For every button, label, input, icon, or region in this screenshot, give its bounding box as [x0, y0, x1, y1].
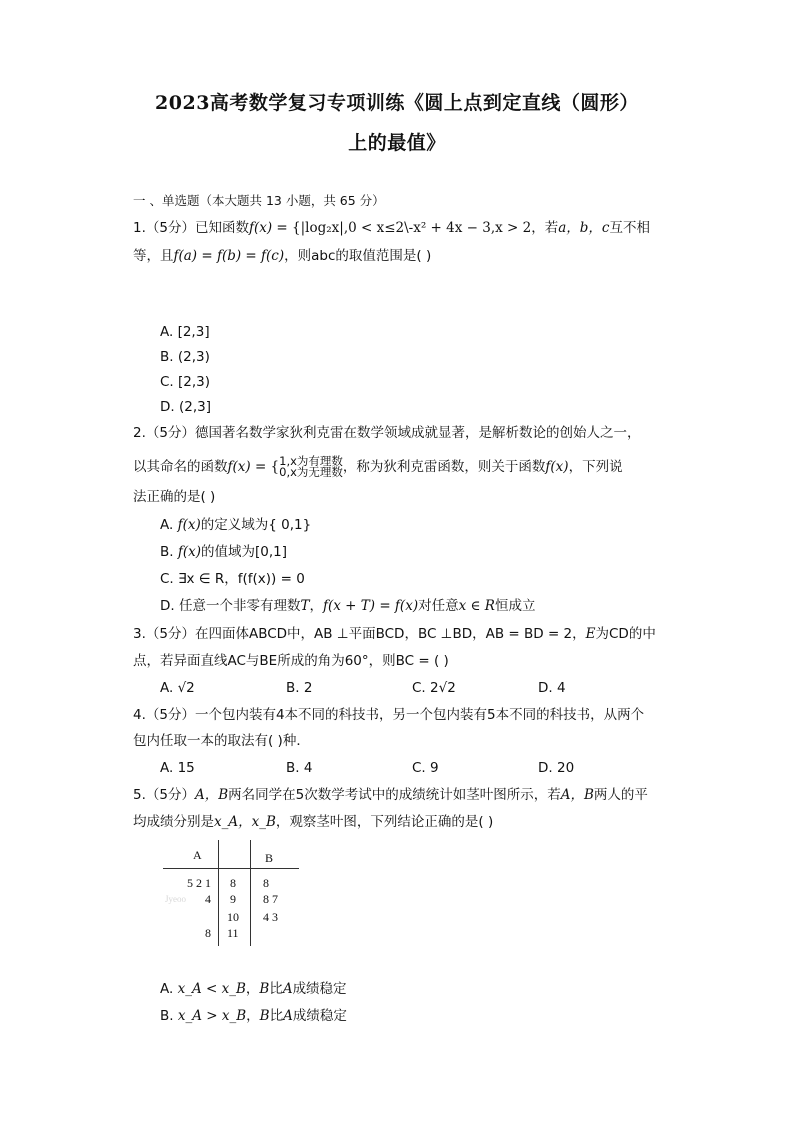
- question-4-line-1: 4.（5分）一个包内装有4本不同的科技书，另一个包内装有5本不同的科技书，从两个: [133, 707, 645, 723]
- q2-option-d[interactable]: [160, 597, 535, 615]
- q5-AB-2: A，B: [560, 787, 594, 803]
- q1-option-a[interactable]: A. [2,3]: [160, 324, 210, 340]
- q2-opt-b-fx: f(x): [177, 544, 202, 560]
- stem-row-stem: 10: [227, 910, 239, 924]
- q2-option-a[interactable]: [160, 516, 311, 534]
- question-3-line-1: [133, 625, 656, 643]
- question-2-line-3: 法正确的是( ): [133, 489, 216, 505]
- question-2-line-2: [133, 456, 623, 478]
- q5-opt-b-than: 比: [269, 1008, 284, 1024]
- q5-opt-b-label: B.: [160, 1008, 178, 1024]
- stem-divider-horizontal: [163, 868, 299, 869]
- page-title-line1: 2023高考数学复习专项训练《圆上点到定直线（圆形）: [155, 92, 639, 114]
- stem-header-a: A: [193, 848, 202, 862]
- q1-ask: ，则abc的取值范围是( ): [284, 248, 432, 264]
- q2-opt-d-comma: ，: [309, 598, 323, 614]
- q5-opt-a-label: A.: [160, 981, 178, 997]
- question-1-line-2: [133, 247, 431, 265]
- q1-option-c[interactable]: C. [2,3): [160, 374, 211, 390]
- section-heading: 一 、单选题（本大题共 13 小题，共 65 分）: [133, 193, 385, 208]
- stem-header-b: B: [265, 851, 274, 865]
- q5-opt-a-A: A: [282, 981, 293, 997]
- q3-option-b[interactable]: B. 2: [286, 680, 313, 696]
- q2-opt-a-text: 的定义域为{ 0,1}: [200, 517, 312, 533]
- question-2-line-1: 2.（5分）德国著名数学家狄利克雷在数学领域成就显著，是解析数论的创始人之一，: [133, 425, 641, 441]
- q2-opt-d-holds: 恒成立: [494, 598, 536, 614]
- q5-option-a[interactable]: [160, 980, 347, 998]
- q2-following: ，下列说: [568, 459, 623, 475]
- q3-option-d[interactable]: D. 4: [538, 680, 566, 696]
- q4-option-d[interactable]: D. 20: [538, 760, 575, 776]
- stem-divider-left: [218, 840, 219, 946]
- q4-option-a[interactable]: A. 15: [160, 760, 195, 776]
- q5-opt-a-B: B: [259, 981, 270, 997]
- question-5-line-2: [133, 813, 493, 831]
- q5-opt-b-comma: ，: [246, 1008, 260, 1024]
- stem-row-a: 4: [205, 892, 211, 906]
- stem-leaf-plot: [163, 840, 299, 946]
- q5-opt-b-A: A: [283, 1008, 293, 1024]
- q1-definition: = {|log₂x|,0 < x≤2\-x² + 4x − 3,x > 2: [272, 220, 532, 236]
- q1-equality: f(a) = f(b) = f(c): [173, 248, 285, 264]
- stem-row-b: 4 3: [263, 910, 278, 924]
- q4-option-b[interactable]: B. 4: [286, 760, 313, 776]
- q5-opt-a-than: 比: [269, 981, 283, 997]
- q5-prefix: 5.（5分）: [133, 787, 195, 803]
- stem-divider-right: [250, 840, 251, 946]
- q2-opt-b-label: B.: [160, 544, 178, 560]
- stem-row-b: 8: [263, 876, 269, 890]
- question-3-line-2: 点，若异面直线AC与BE所成的角为60°，则BC = ( ): [133, 653, 449, 669]
- q2-opt-b-text: 的值域为[0,1]: [201, 544, 288, 560]
- q5-opt-b-math: x_A > x_B: [177, 1008, 247, 1024]
- q2-opt-d-eq: f(x + T) = f(x): [323, 598, 419, 614]
- question-1-line-1: [133, 219, 650, 237]
- stem-row-stem: 11: [227, 926, 239, 940]
- q1-fx: f(x): [248, 220, 273, 236]
- q1-if: ，若: [531, 220, 559, 236]
- q2-opt-a-fx: f(x): [177, 517, 201, 533]
- q1-vars: a，b，c: [558, 220, 610, 236]
- q3-option-a[interactable]: A. √2: [160, 680, 195, 696]
- q2-opt-d-T: T: [300, 598, 310, 614]
- q5-opt-a-math: x_A < x_B: [177, 981, 246, 997]
- q5-opt-b-stable: 成绩稳定: [292, 1008, 347, 1024]
- q5-text-2: 两人的平: [593, 787, 648, 803]
- q1-and: 等，且: [133, 248, 174, 264]
- q2-opt-d-x: x ∈ R: [458, 598, 495, 614]
- q5-opt-a-stable: 成绩稳定: [292, 981, 347, 997]
- q1-option-d[interactable]: D. (2,3]: [160, 399, 211, 415]
- q3-text-b: 为CD的中: [595, 626, 656, 642]
- q2-called: ，称为狄利克雷函数，则关于函数: [342, 459, 546, 475]
- q2-option-b[interactable]: [160, 543, 287, 561]
- q2-opt-d-pre: D. 任意一个非零有理数: [160, 598, 301, 614]
- q5-avg: 均成绩分别是: [133, 814, 214, 830]
- q4-option-c[interactable]: C. 9: [412, 760, 439, 776]
- q2-cases: [279, 456, 343, 478]
- q2-opt-a-label: A.: [160, 517, 178, 533]
- stem-row-stem: 9: [230, 892, 236, 906]
- q2-named: 以其命名的函数: [133, 459, 228, 475]
- stem-row-b: 8 7: [263, 892, 278, 906]
- question-4-line-2: 包内任取一本的取法有( )种．: [133, 733, 310, 749]
- q5-option-b[interactable]: [160, 1007, 347, 1025]
- page-title-line2: 上的最值》: [348, 132, 446, 154]
- q5-xAxB: x_A，x_B: [214, 814, 276, 830]
- q2-eq: = {: [250, 459, 280, 475]
- watermark: Jyeoo: [165, 894, 186, 904]
- stem-row-a: 5 2 1: [187, 876, 211, 890]
- q2-case-irrational: 0,x为无理数: [279, 465, 343, 479]
- q2-case-rational: 1,x为有理数: [279, 454, 343, 468]
- q1-distinct: 互不相: [609, 220, 650, 236]
- q5-opt-b-B: B: [259, 1008, 270, 1024]
- q5-ask: ，观察茎叶图，下列结论正确的是( ): [275, 814, 494, 830]
- q3-text-a: 3.（5分）在四面体ABCD中，AB ⊥平面BCD，BC ⊥BD，AB = BD = 2，: [133, 626, 586, 642]
- stem-row-stem: 8: [230, 876, 236, 890]
- q1-option-b[interactable]: B. (2,3): [160, 349, 210, 365]
- q2-opt-d-for: 对任意: [418, 598, 459, 614]
- q2-fx-2: f(x): [545, 459, 569, 475]
- q5-AB: A，B: [194, 787, 229, 803]
- question-5-line-1: [133, 786, 648, 804]
- q5-opt-a-comma: ，: [245, 981, 260, 997]
- q5-text: 两名同学在5次数学考试中的成绩统计如茎叶图所示，若: [228, 787, 561, 803]
- stem-row-a: 8: [205, 926, 211, 940]
- q2-fx: f(x): [227, 459, 251, 475]
- q3-option-c[interactable]: C. 2√2: [412, 680, 456, 696]
- q2-option-c[interactable]: C. ∃x ∈ R，f(f(x)) = 0: [160, 571, 305, 587]
- q3-E: E: [585, 626, 596, 642]
- q1-prefix: 1.（5分）已知函数: [133, 220, 249, 236]
